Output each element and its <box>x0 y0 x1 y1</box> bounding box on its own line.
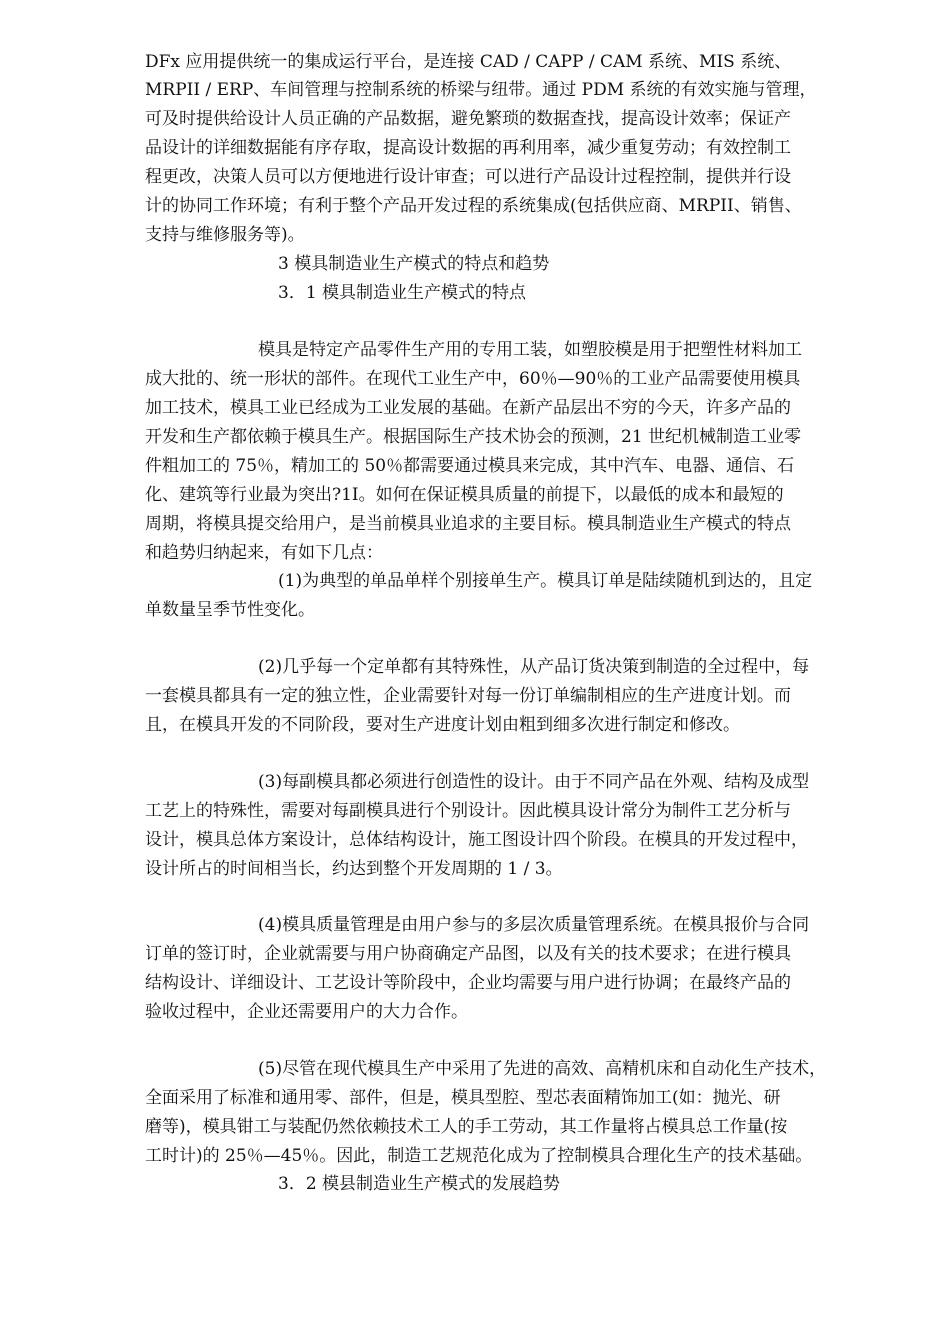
text-line: 设计，模具总体方案设计，总体结构设计，施工图设计四个阶段。在模具的开发过程中， <box>145 830 808 850</box>
text-line: DFx 应用提供统一的集成运行平台，是连接 CAD / CAPP / CAM 系统、MIS 系统、 <box>145 52 792 72</box>
subsection-heading: 3．2 模县制造业生产模式的发展趋势 <box>278 1174 561 1194</box>
text-line: 磨等)，模具钳工与装配仍然依赖技术工人的手工劳动，其工作量将占模具总工作量(按 <box>145 1117 788 1137</box>
text-line: 化、建筑等行业最为突出?1I。如何在保证模具质量的前提下，以最低的成本和最短的 <box>145 485 784 505</box>
text-line: 周期，将模具提交给用户，是当前模具业追求的主要目标。模具制造业生产模式的特点 <box>145 514 791 534</box>
text-line: 支持与维修服务等)。 <box>145 225 305 245</box>
text-line: 可及时提供给设计人员正确的产品数据，避免繁琐的数据查找，提高设计效率；保证产 <box>145 109 791 129</box>
list-item-1: (1)为典型的单品单样个别接单生产。模具订单是陆续随机到达的，且定 <box>278 571 813 591</box>
list-item-4: (4)模具质量管理是由用户参与的多层次质量管理系统。在模具报价与合同 <box>258 915 810 935</box>
text-line: 结构设计、详细设计、工艺设计等阶段中，企业均需要与用户进行协调；在最终产品的 <box>145 973 791 993</box>
subsection-heading: 3．1 模具制造业生产模式的特点 <box>278 283 527 303</box>
text-line: 程更改，决策人员可以方便地进行设计审查；可以进行产品设计过程控制，提供并行设 <box>145 167 791 187</box>
text-line: 订单的签订时，企业就需要与用户协商确定产品图，以及有关的技术要求；在进行模具 <box>145 944 791 964</box>
text-line: 验收过程中，企业还需要用户的大力合作。 <box>145 1002 468 1022</box>
list-item-3: (3)每副模具都必须进行创造性的设计。由于不同产品在外观、结构及成型 <box>258 772 810 792</box>
text-line: 计的协同工作环境；有利于整个产品开发过程的系统集成(包括供应商、MRPII、销售、 <box>145 196 802 216</box>
text-line: 全面采用了标准和通用零、部件，但是，模具型腔、型芯表面精饰加工(如：抛光、研 <box>145 1088 781 1108</box>
text-line: 成大批的、统一形状的部件。在现代工业生产中，60％—90％的工业产品需要使用模具 <box>145 369 801 389</box>
text-line: 加工技术，模具工业已经成为工业发展的基础。在新产品层出不穷的今天，许多产品的 <box>145 398 791 418</box>
text-line: 一套模具都具有一定的独立性，企业需要针对每一份订单编制相应的生产进度计划。而 <box>145 686 791 706</box>
text-line: 设计所占的时间相当长，约达到整个开发周期的 1 / 3。 <box>145 859 563 879</box>
list-item-2: (2)几乎每一个定单都有其特殊性，从产品订货决策到制造的全过程中，每 <box>258 657 810 677</box>
text-line: 且，在模具开发的不同阶段，要对生产进度计划由粗到细多次进行制定和修改。 <box>145 715 740 735</box>
text-line: MRPII / ERP、车间管理与控制系统的桥梁与纽带。通过 PDM 系统的有效实施与管理， <box>145 80 817 100</box>
text-line: 件粗加工的 75％，精加工的 50％都需要通过模具来完成，其中汽车、电器、通信、石 <box>145 456 795 476</box>
paragraph-first-line: 模具是特定产品零件生产用的专用工装，如塑胶模是用于把塑性材料加工 <box>258 340 802 360</box>
text-line: 品设计的详细数据能有序存取，提高设计数据的再利用率，减少重复劳动；有效控制工 <box>145 138 791 158</box>
text-line: 工时计)的 25％—45％。因此，制造工艺规范化成为了控制模具合理化生产的技术基础。 <box>145 1146 813 1166</box>
text-line: 单数量呈季节性变化。 <box>145 600 315 620</box>
section-heading: 3 模具制造业生产模式的特点和趋势 <box>278 254 550 274</box>
text-line: 开发和生产都依赖于模具生产。根据国际生产技术协会的预测，21 世纪机械制造工业零 <box>145 427 802 447</box>
text-line: 和趋势归纳起来，有如下几点： <box>145 543 383 563</box>
list-item-5: (5)尽管在现代模具生产中采用了先进的高效、高精机床和自动化生产技术， <box>258 1059 827 1079</box>
text-line: 工艺上的特殊性，需要对每副模具进行个别设计。因此模具设计常分为制件工艺分析与 <box>145 801 791 821</box>
